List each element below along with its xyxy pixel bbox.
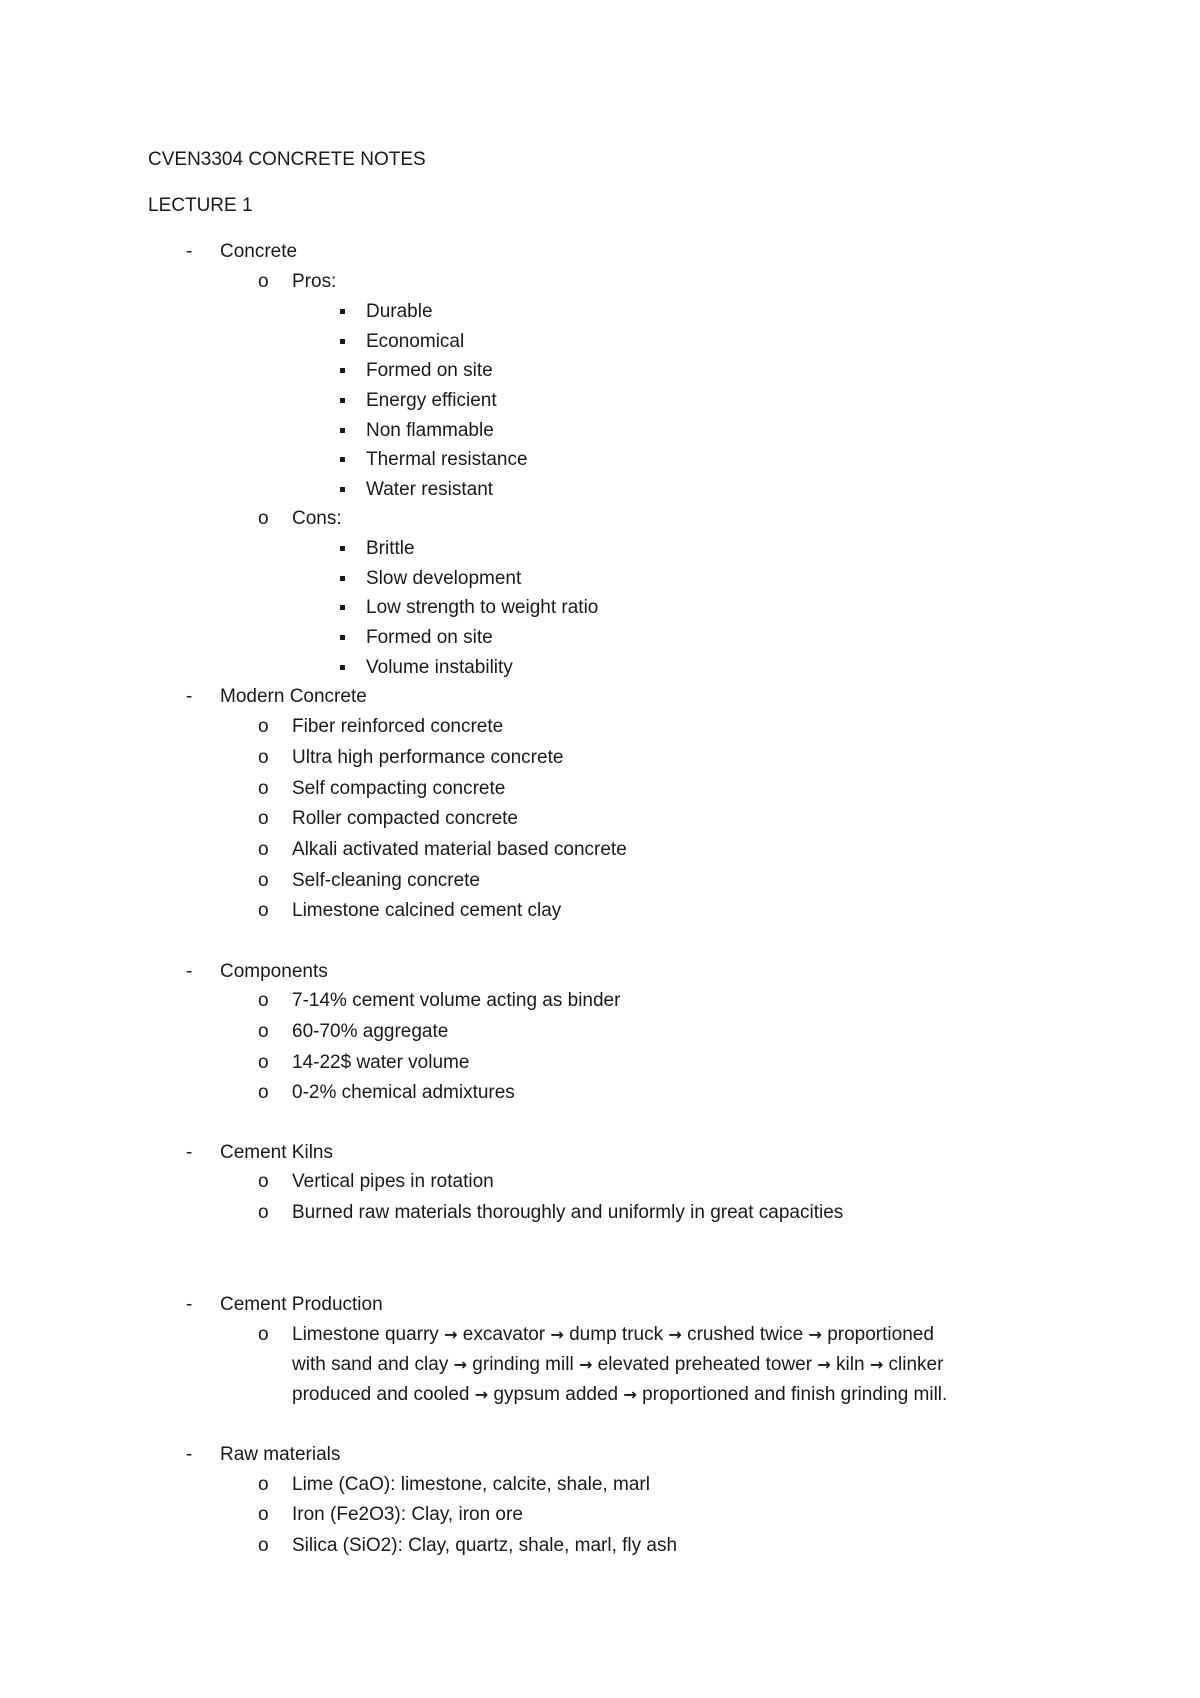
production-line-1	[292, 1323, 934, 1347]
list-item: 14-22$ water volume	[292, 1052, 470, 1073]
circle-bullet: o	[258, 1171, 269, 1192]
list-item: Formed on site	[366, 360, 493, 381]
list-item: Volume instability	[366, 657, 513, 678]
list-item: Self compacting concrete	[292, 778, 506, 799]
list-item: Ultra high performance concrete	[292, 747, 564, 768]
production-step: crushed twice	[687, 1324, 804, 1345]
section-heading-modern: Modern Concrete	[220, 686, 367, 707]
arrow-right-icon: →	[869, 1355, 884, 1374]
square-bullet	[340, 546, 345, 551]
arrow-right-icon: →	[578, 1355, 593, 1374]
list-item: Non flammable	[366, 420, 494, 441]
production-step-part: proportioned	[827, 1324, 934, 1345]
square-bullet	[340, 339, 345, 344]
list-item: Durable	[366, 301, 433, 322]
document-title: CVEN3304 CONCRETE NOTES	[148, 149, 426, 170]
list-item: Low strength to weight ratio	[366, 597, 599, 618]
production-step: excavator	[462, 1324, 546, 1345]
circle-bullet: o	[258, 870, 269, 891]
pros-label: Pros:	[292, 271, 337, 292]
circle-bullet: o	[258, 508, 269, 529]
circle-bullet: o	[258, 990, 269, 1011]
square-bullet	[340, 635, 345, 640]
dash-bullet: -	[186, 1142, 193, 1163]
arrow-right-icon: →	[453, 1355, 468, 1374]
production-step-part: with sand and clay	[292, 1354, 449, 1375]
dash-bullet: -	[186, 1294, 193, 1315]
square-bullet	[340, 605, 345, 610]
production-step-part: clinker	[888, 1354, 944, 1375]
dash-bullet: -	[186, 961, 193, 982]
circle-bullet: o	[258, 778, 269, 799]
circle-bullet: o	[258, 271, 269, 292]
production-step: grinding mill	[472, 1354, 574, 1375]
list-item: Slow development	[366, 568, 522, 589]
section-heading-raw: Raw materials	[220, 1444, 341, 1465]
list-item: Iron (Fe2O3): Clay, iron ore	[292, 1504, 523, 1525]
list-item: Fiber reinforced concrete	[292, 716, 504, 737]
square-bullet	[340, 665, 345, 670]
section-heading-kilns: Cement Kilns	[220, 1142, 333, 1163]
list-item: Roller compacted concrete	[292, 808, 518, 829]
lecture-heading: LECTURE 1	[148, 195, 253, 216]
arrow-right-icon: →	[808, 1325, 822, 1344]
list-item: Energy efficient	[366, 390, 497, 411]
list-item: 0-2% chemical admixtures	[292, 1082, 515, 1103]
circle-bullet: o	[258, 1324, 269, 1345]
list-item: 7-14% cement volume acting as binder	[292, 990, 621, 1011]
section-heading-production: Cement Production	[220, 1294, 383, 1315]
arrow-right-icon: →	[623, 1385, 637, 1404]
square-bullet	[340, 309, 345, 314]
list-item: Lime (CaO): limestone, calcite, shale, marl	[292, 1474, 650, 1495]
dash-bullet: -	[186, 686, 193, 707]
circle-bullet: o	[258, 1052, 269, 1073]
production-step: proportioned and finish grinding mill.	[642, 1384, 948, 1405]
square-bullet	[340, 398, 345, 403]
square-bullet	[340, 487, 345, 492]
square-bullet	[340, 457, 345, 462]
cons-label: Cons:	[292, 508, 342, 529]
square-bullet	[340, 368, 345, 373]
square-bullet	[340, 428, 345, 433]
production-step: dump truck	[569, 1324, 664, 1345]
list-item: 60-70% aggregate	[292, 1021, 449, 1042]
section-heading-concrete: Concrete	[220, 241, 298, 262]
arrow-right-icon: →	[474, 1385, 489, 1404]
arrow-right-icon: →	[550, 1325, 564, 1344]
circle-bullet: o	[258, 900, 269, 921]
circle-bullet: o	[258, 839, 269, 860]
list-item: Brittle	[366, 538, 415, 559]
list-item: Alkali activated material based concrete	[292, 839, 627, 860]
circle-bullet: o	[258, 747, 269, 768]
section-heading-components: Components	[220, 961, 328, 982]
list-item: Self-cleaning concrete	[292, 870, 480, 891]
list-item: Burned raw materials thoroughly and uniformly in great capacities	[292, 1202, 844, 1223]
list-item: Economical	[366, 331, 465, 352]
list-item: Thermal resistance	[366, 449, 528, 470]
circle-bullet: o	[258, 1474, 269, 1495]
circle-bullet: o	[258, 1082, 269, 1103]
list-item: Vertical pipes in rotation	[292, 1171, 494, 1192]
production-step-part: produced and cooled	[292, 1384, 470, 1405]
circle-bullet: o	[258, 1021, 269, 1042]
circle-bullet: o	[258, 1504, 269, 1525]
dash-bullet: -	[186, 241, 193, 262]
arrow-right-icon: →	[444, 1325, 458, 1344]
list-item: Limestone calcined cement clay	[292, 900, 562, 921]
production-step: elevated preheated tower	[597, 1354, 813, 1375]
circle-bullet: o	[258, 1535, 269, 1556]
list-item: Silica (SiO2): Clay, quartz, shale, marl, fly ash	[292, 1535, 678, 1556]
production-step: Limestone quarry	[292, 1324, 439, 1345]
dash-bullet: -	[186, 1444, 193, 1465]
circle-bullet: o	[258, 1202, 269, 1223]
circle-bullet: o	[258, 716, 269, 737]
production-step: gypsum added	[493, 1384, 619, 1405]
list-item: Formed on site	[366, 627, 493, 648]
production-line-2	[292, 1353, 943, 1377]
production-line-3	[292, 1383, 947, 1407]
list-item: Water resistant	[366, 479, 494, 500]
production-step: kiln	[836, 1354, 865, 1375]
square-bullet	[340, 576, 345, 581]
circle-bullet: o	[258, 808, 269, 829]
arrow-right-icon: →	[668, 1325, 682, 1344]
arrow-right-icon: →	[817, 1355, 831, 1374]
